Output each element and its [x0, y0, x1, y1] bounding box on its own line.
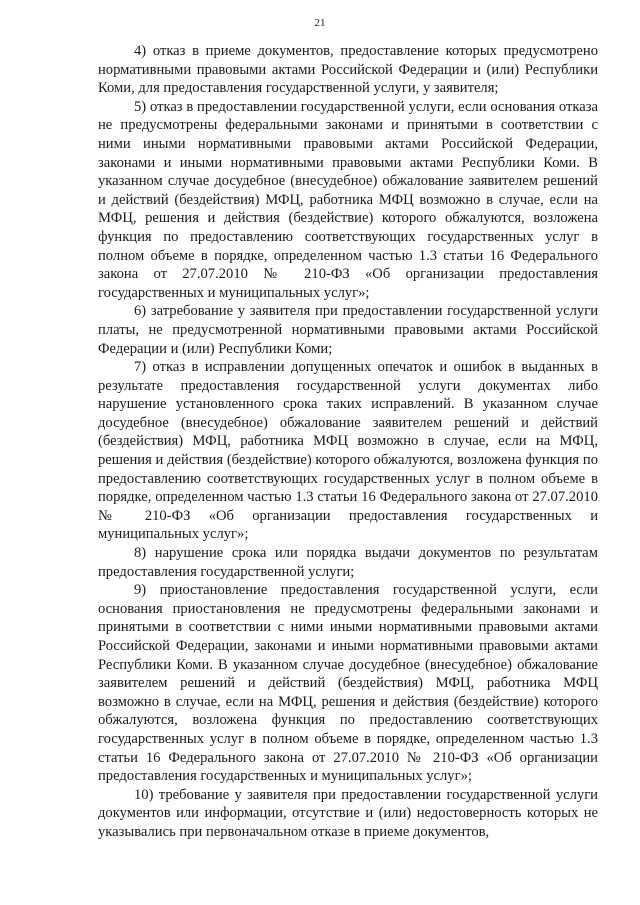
paragraph-item-8: 8) нарушение срока или порядка выдачи документов по результатам предоставления государственной услуги; — [98, 545, 598, 580]
document-body — [98, 42, 598, 842]
page-number: 21 — [314, 17, 326, 29]
paragraph-item-9: 9) приостановление предоставления государственной услуги, если основания приостановления не предусмотрены федеральными законами и принятыми в соответствии с ними иными нормативными правовыми актами Российской Федерации, законами и иными нормативными правовыми актами Республики Коми. В указанном случае досудебное (внесудебное) обжалование заявителем решений и действий (бездействия) МФЦ, работника МФЦ возможно в случае, если на МФЦ, решения и действия (бездействие) которого обжалуются, возложена функция по предоставлению соответствующих государственных услуг в полном объеме в порядке, определенном частью 1.3 статьи 16 Федерального закона от 27.07.2010 № 210-ФЗ «Об организации предоставления государственных и муниципальных услуг»; — [98, 582, 598, 785]
paragraph-item-6: 6) затребование у заявителя при предоставлении государственной услуги платы, не предусмотренной нормативными правовыми актами Российской Федерации и (или) Республики Коми; — [98, 303, 598, 357]
paragraph-item-10: 10) требование у заявителя при предоставлении государственной услуги документов или информации, отсутствие и (или) недостоверность которых не указывались при первоначальном отказе в приеме документов, — [98, 786, 598, 840]
paragraph-item-7: 7) отказ в исправлении допущенных опечаток и ошибок в выданных в результате предоставления государственной услуги документах либо нарушение установленного срока таких исправлений. В указанном случае досудебное (внесудебное) обжалование заявителем решений и действий (бездействия) МФЦ, работника МФЦ возможно в случае, если на МФЦ, решения и действия (бездействие) которого обжалуются, возложена функция по предоставлению соответствующих государственных услуг в полном объеме в порядке, определенном частью 1.3 статьи 16 Федерального закона от 27.07.2010 № 210-ФЗ «Об организации предоставления государственных и муниципальных услуг»; — [98, 359, 598, 543]
paragraph-item-5: 5) отказ в предоставлении государственной услуги, если основания отказа не предусмотрены федеральными законами и принятыми в соответствии с ними иными нормативными правовыми актами Российской Федерации, законами и иными нормативными правовыми актами Республики Коми. В указанном случае досудебное (внесудебное) обжалование заявителем решений и действий (бездействия) МФЦ, работника МФЦ возможно в случае, если на МФЦ, решения и действия (бездействие) которого обжалуются, возложена функция по предоставлению соответствующих государственных услуг в полном объеме в порядке, определенном частью 1.3 статьи 16 Федерального закона от 27.07.2010 № 210-ФЗ «Об организации предоставления государственных и муниципальных услуг»; — [98, 98, 598, 301]
paragraph-item-4: 4) отказ в приеме документов, предоставление которых предусмотрено нормативными правовыми актами Российской Федерации и (или) Республики Коми, для предоставления государственной услуги, у заявителя; — [98, 43, 598, 97]
